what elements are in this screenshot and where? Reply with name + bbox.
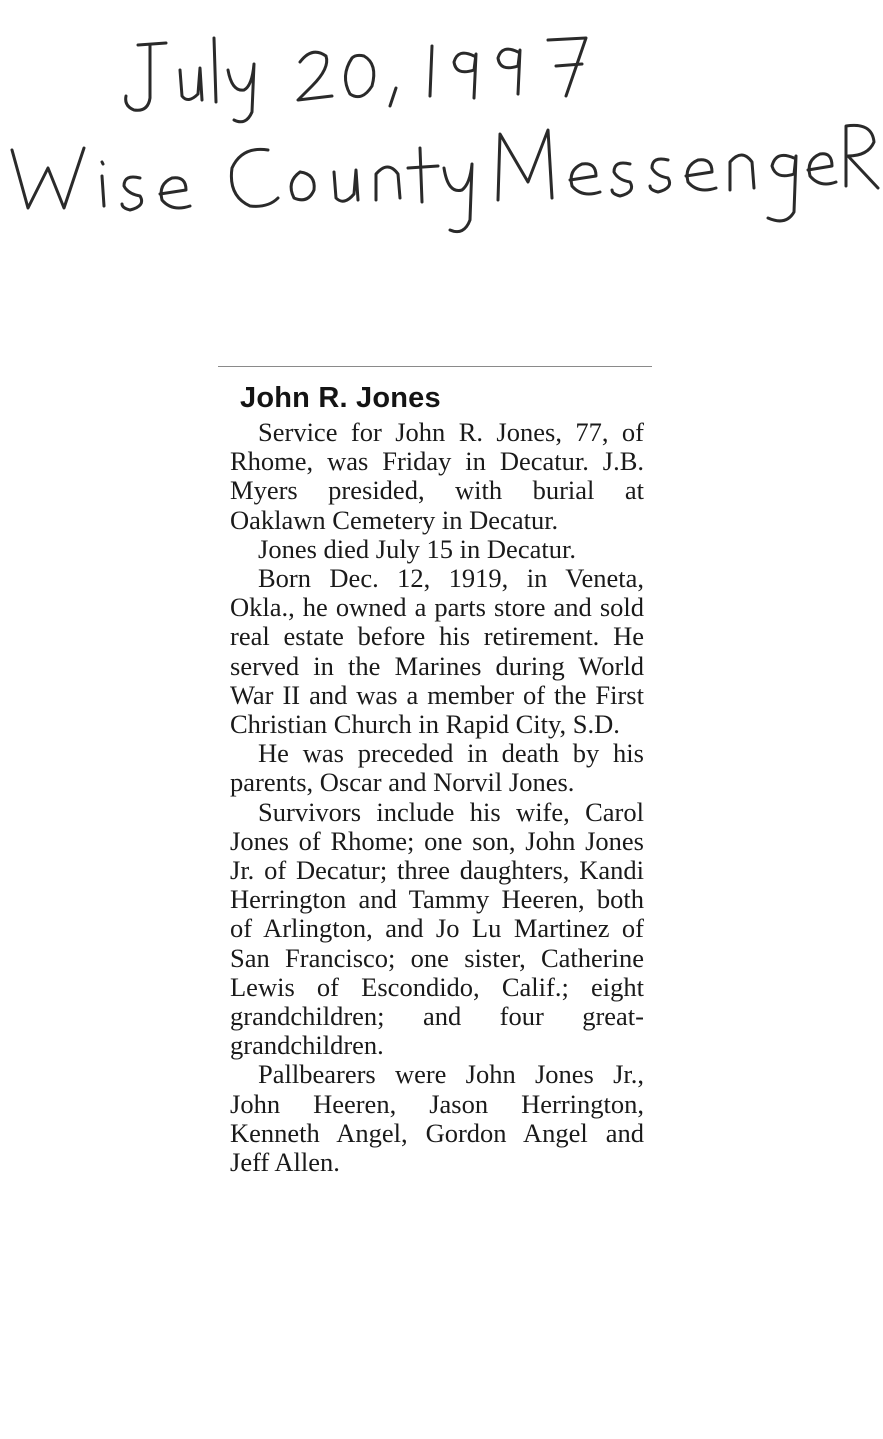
top-rule xyxy=(218,366,652,367)
obituary-headline: John R. Jones xyxy=(240,382,441,414)
paragraph-survivors: Survivors include his wife, Carol Jones of Rhome; one son, John Jones Jr. of Decatur; three daughters, Kandi Herrington and Tammy Heeren, both of Arlington, and Jo Lu Martinez of San Francisco; one sister, Catherine Lewis of Escondido, Calif.; eight grandchildren; and four great-grandchildren. xyxy=(230,796,644,1061)
paragraph-pallbearers: Pallbearers were John Jones Jr., John Heeren, Jason Herrington, Kenneth Angel, Gordon Angel and Jeff Allen. xyxy=(230,1059,644,1178)
handwritten-source xyxy=(12,125,878,231)
paragraph-biography: Born Dec. 12, 1919, in Veneta, Okla., he owned a parts store and sold real estate before his retirement. He served in the Marines during World War II and was a member of the First Christian Church in Rapid City, S.D. xyxy=(230,563,644,740)
paragraph-preceded: He was preceded in death by his parents, Oscar and Norvil Jones. xyxy=(230,738,644,798)
obituary-clipping xyxy=(218,366,652,1426)
handwritten-date xyxy=(126,38,586,122)
handwritten-annotation-drawing xyxy=(0,0,883,250)
obituary-body xyxy=(230,418,644,1177)
paragraph-death: Jones died July 15 in Decatur. xyxy=(258,533,576,564)
paragraph-service: Service for John R. Jones, 77, of Rhome, was Friday in Decatur. J.B. Myers presided, with burial at Oaklawn Cemetery in Decatur. xyxy=(230,417,644,535)
handwritten-annotation xyxy=(0,0,883,250)
